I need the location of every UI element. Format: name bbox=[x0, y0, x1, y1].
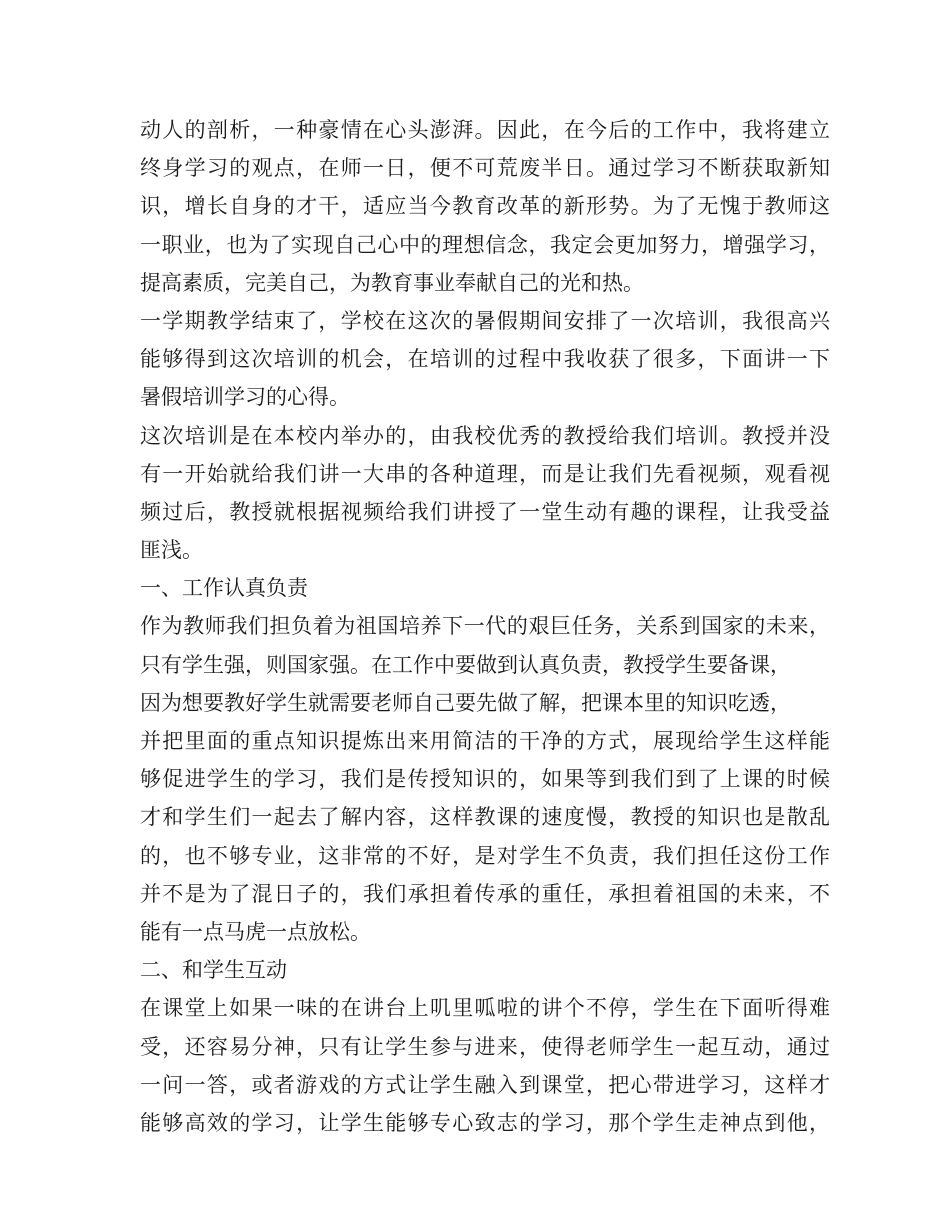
text-line: 的，也不够专业，这非常的不好，是对学生不负责，我们担任这份工作 bbox=[140, 843, 830, 868]
document-body bbox=[140, 111, 830, 1142]
text-line: 够促进学生的学习，我们是传授知识的，如果等到我们到了上课的时候 bbox=[140, 767, 830, 792]
text-line: 能够高效的学习，让学生能够专心致志的学习，那个学生走神点到他， bbox=[140, 1110, 830, 1135]
text-line: 并把里面的重点知识提炼出来用简洁的干净的方式，展现给学生这样能 bbox=[140, 729, 830, 753]
text-line: 提高素质，完美自己，为教育事业奉献自己的光和热。 bbox=[140, 270, 644, 295]
text-line: 识，增长自身的才干，适应当今教育改革的新形势。为了无愧于教师这 bbox=[140, 194, 830, 219]
text-line: 暑假培训学习的心得。 bbox=[140, 385, 350, 410]
text-line: 匪浅。 bbox=[140, 538, 203, 563]
text-line: 并不是为了混日子的，我们承担着传承的重任，承担着祖国的未来，不 bbox=[140, 881, 830, 906]
text-line: 一职业，也为了实现自己心中的理想信念，我定会更加努力，增强学习， bbox=[140, 232, 830, 257]
text-line: 频过后，教授就根据视频给我们讲授了一堂生动有趣的课程，让我受益 bbox=[140, 499, 830, 524]
text-line: 受，还容易分神，只有让学生参与进来，使得老师学生一起互动，通过 bbox=[140, 1034, 830, 1059]
text-line: 只有学生强，则国家强。在工作中要做到认真负责，教授学生要备课， bbox=[140, 652, 791, 677]
text-line: 一问一答，或者游戏的方式让学生融入到课堂，把心带进学习，这样才 bbox=[140, 1072, 830, 1097]
text-line: 能有一点马虎一点放松。 bbox=[140, 919, 371, 944]
text-line: 能够得到这次培训的机会，在培训的过程中我收获了很多，下面讲一下 bbox=[140, 347, 830, 372]
text-line: 这次培训是在本校内举办的，由我校优秀的教授给我们培训。教授并没 bbox=[140, 423, 830, 448]
text-line: 才和学生们一起去了解内容，这样教课的速度慢，教授的知识也是散乱 bbox=[140, 805, 830, 830]
text-line: 终身学习的观点，在师一日，便不可荒废半日。通过学习不断获取新知 bbox=[140, 156, 830, 181]
text-line: 作为教师我们担负着为祖国培养下一代的艰巨任务，关系到国家的未来， bbox=[140, 614, 830, 639]
section-heading: 一、工作认真负责 bbox=[140, 576, 308, 601]
text-line: 在课堂上如果一味的在讲台上叽里呱啦的讲个不停，学生在下面听得难 bbox=[140, 996, 830, 1021]
text-line: 一学期教学结束了，学校在这次的暑假期间安排了一次培训，我很高兴 bbox=[140, 308, 830, 333]
section-heading: 二、和学生互动 bbox=[140, 958, 287, 983]
text-line: 动人的剖析，一种豪情在心头澎湃。因此，在今后的工作中，我将建立 bbox=[140, 118, 830, 142]
text-line: 因为想要教好学生就需要老师自己要先做了解，把课本里的知识吃透， bbox=[140, 690, 791, 715]
text-line: 有一开始就给我们讲一大串的各种道理，而是让我们先看视频，观看视 bbox=[140, 461, 830, 486]
